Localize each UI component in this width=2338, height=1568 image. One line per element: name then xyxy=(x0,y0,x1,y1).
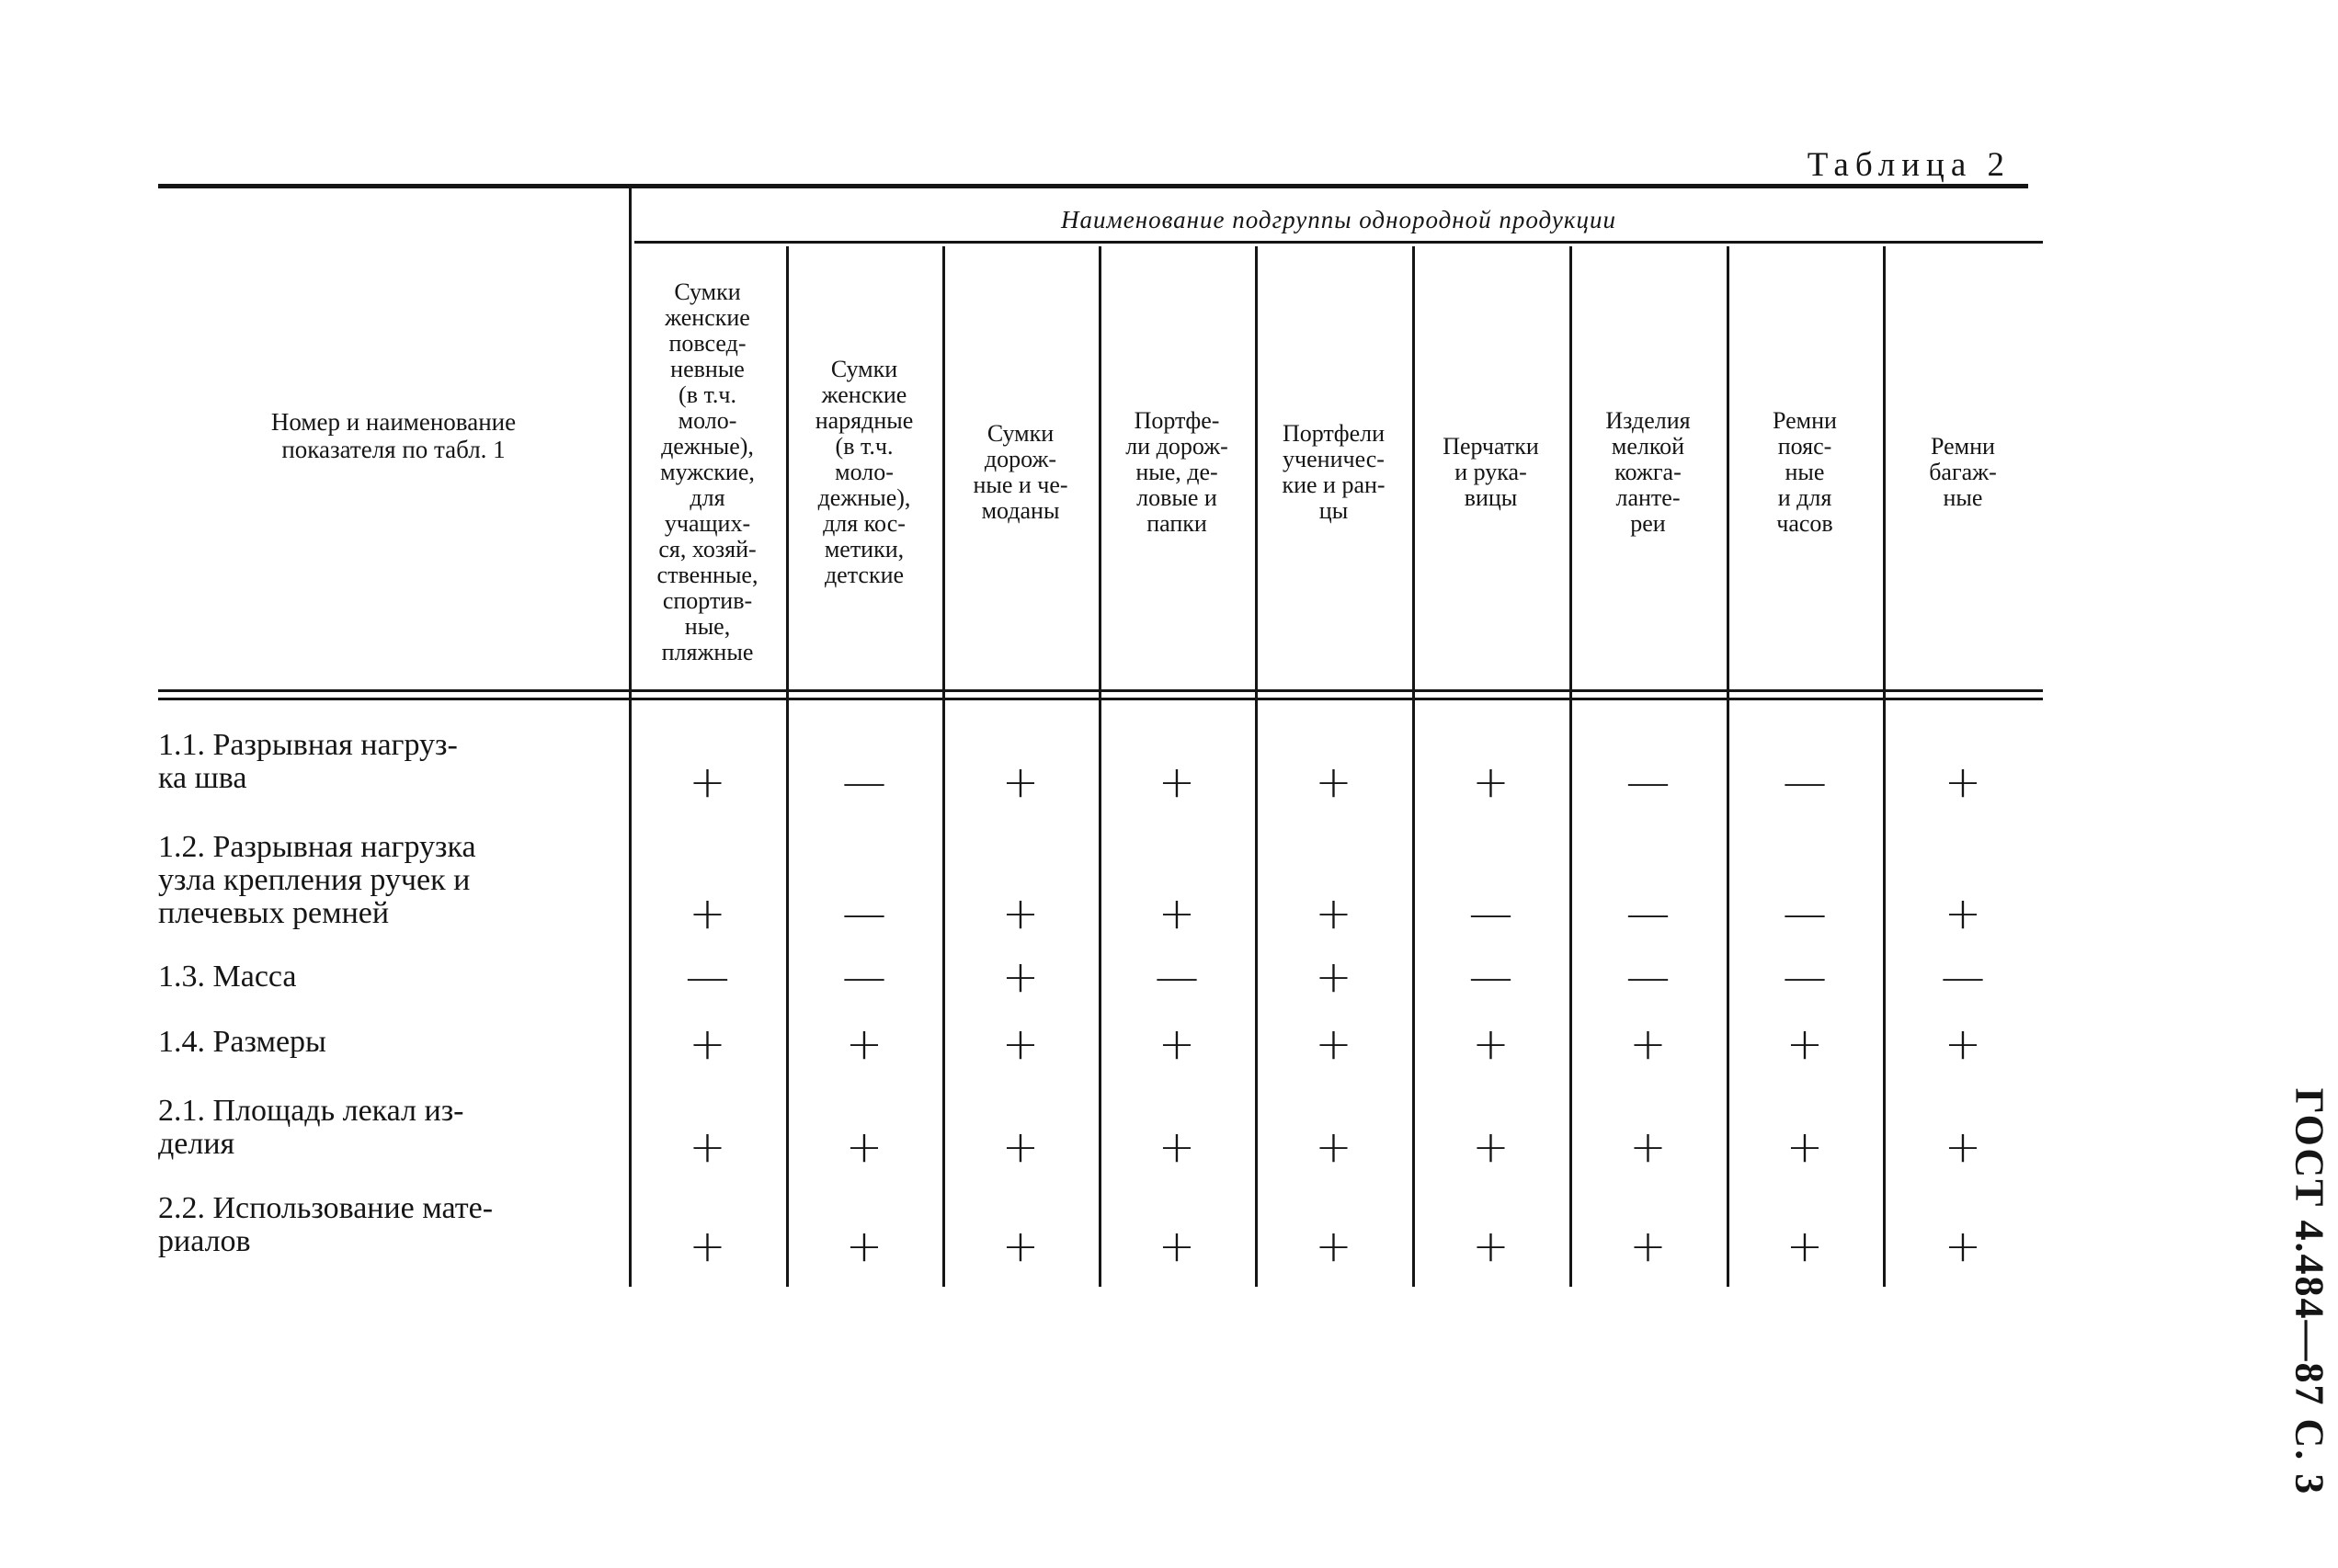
plus-mark: + xyxy=(689,1018,726,1070)
dash-mark: — xyxy=(1155,951,1199,1003)
plus-mark: + xyxy=(1315,951,1352,1003)
plus-mark: + xyxy=(1001,1018,1040,1070)
plus-mark: + xyxy=(1944,1121,1982,1173)
plus-mark: + xyxy=(1315,1018,1352,1070)
plus-mark: + xyxy=(1315,1221,1352,1272)
dash-mark: — xyxy=(1625,951,1671,1003)
plus-mark: + xyxy=(689,1121,726,1173)
top-rule xyxy=(158,184,2028,188)
plus-mark: + xyxy=(1944,756,1982,808)
stub-divider xyxy=(629,188,632,1287)
row-label: 1.4. Размеры xyxy=(158,1025,326,1059)
page-footer: ГОСТ 4.484—87 С. 3 xyxy=(2287,1087,2332,1496)
plus-mark: + xyxy=(1001,951,1040,1003)
column-header-label: Изделия мелкой кожга- ланте- реи xyxy=(1605,407,1691,537)
plus-mark: + xyxy=(1158,1121,1196,1173)
dash-mark: — xyxy=(842,951,886,1003)
column-header-label: Сумки женские нарядные (в т.ч. моло- дежные), для кос- метики, детские xyxy=(815,356,914,588)
stub-header: Номер и наименование показателя по табл. 1 xyxy=(270,408,517,463)
column-header xyxy=(1259,252,1409,693)
plus-mark: + xyxy=(1629,1018,1667,1070)
plus-mark: + xyxy=(1001,1121,1040,1173)
column-header xyxy=(1730,252,1879,693)
column-header-label: Перчатки и рука- вицы xyxy=(1443,433,1539,511)
dash-mark: — xyxy=(685,951,730,1003)
dash-mark: — xyxy=(1625,888,1671,939)
plus-mark: + xyxy=(1944,1221,1982,1272)
plus-mark: + xyxy=(845,1121,884,1173)
column-header-label: Сумки женские повсед- невные (в т.ч. моло- дежные), мужские, для учащих- ся, хозяй- ственные, спортив- ные, пляжные xyxy=(656,278,758,665)
column-header xyxy=(1887,252,2039,693)
column-header-label: Портфе- ли дорож- ные, де- ловые и папки xyxy=(1125,407,1228,537)
dash-mark: — xyxy=(1468,888,1513,939)
plus-mark: + xyxy=(689,888,726,939)
plus-mark: + xyxy=(1001,888,1040,939)
column-divider xyxy=(1099,246,1101,1287)
dash-mark: — xyxy=(842,756,886,808)
plus-mark: + xyxy=(1785,1121,1824,1173)
plus-mark: + xyxy=(1944,1018,1982,1070)
plus-mark: + xyxy=(1944,888,1982,939)
column-divider xyxy=(942,246,945,1287)
column-divider xyxy=(1569,246,1572,1287)
dash-mark: — xyxy=(1783,888,1827,939)
column-divider xyxy=(1883,246,1886,1287)
column-header xyxy=(1416,252,1566,693)
column-divider xyxy=(1412,246,1415,1287)
plus-mark: + xyxy=(845,1018,884,1070)
column-header xyxy=(1102,252,1251,693)
column-header-label: Ремни багаж- ные xyxy=(1929,433,1997,511)
column-divider xyxy=(1255,246,1258,1287)
plus-mark: + xyxy=(1629,1221,1667,1272)
group-title: Наименование подгруппы однородной продукции xyxy=(1061,206,1616,233)
plus-mark: + xyxy=(1472,1221,1510,1272)
plus-mark: + xyxy=(689,756,726,808)
plus-mark: + xyxy=(1629,1121,1667,1173)
column-header-label: Портфели ученичес- кие и ран- цы xyxy=(1282,420,1386,524)
column-header-label: Ремни пояс- ные и для часов xyxy=(1773,407,1837,537)
dash-mark: — xyxy=(1468,951,1513,1003)
dash-mark: — xyxy=(1941,951,1985,1003)
column-header xyxy=(1573,252,1723,693)
plus-mark: + xyxy=(1472,756,1510,808)
column-divider xyxy=(786,246,789,1287)
plus-mark: + xyxy=(1472,1018,1510,1070)
row-label: 1.1. Разрывная нагруз- ка шва xyxy=(158,728,458,795)
row-label: 2.2. Использование мате- риалов xyxy=(158,1191,494,1258)
plus-mark: + xyxy=(1315,756,1352,808)
column-header xyxy=(633,252,782,693)
group-rule xyxy=(634,241,2043,244)
plus-mark: + xyxy=(1315,1121,1352,1173)
row-label: 1.2. Разрывная нагрузка узла крепления ручек и плечевых ремней xyxy=(158,830,476,930)
plus-mark: + xyxy=(1158,1221,1196,1272)
plus-mark: + xyxy=(1158,756,1196,808)
plus-mark: + xyxy=(1472,1121,1510,1173)
dash-mark: — xyxy=(1783,951,1827,1003)
column-header xyxy=(790,252,939,693)
plus-mark: + xyxy=(1315,888,1352,939)
dash-mark: — xyxy=(842,888,886,939)
plus-mark: + xyxy=(1785,1221,1824,1272)
row-label: 2.1. Площадь лекал из- делия xyxy=(158,1094,464,1161)
plus-mark: + xyxy=(1158,1018,1196,1070)
column-divider xyxy=(1727,246,1729,1287)
plus-mark: + xyxy=(689,1221,726,1272)
dash-mark: — xyxy=(1625,756,1671,808)
column-header xyxy=(946,252,1095,693)
table-caption: Таблица 2 xyxy=(1807,146,2011,184)
dash-mark: — xyxy=(1783,756,1827,808)
row-label: 1.3. Масса xyxy=(158,960,297,994)
plus-mark: + xyxy=(1001,756,1040,808)
plus-mark: + xyxy=(1785,1018,1824,1070)
plus-mark: + xyxy=(1158,888,1196,939)
plus-mark: + xyxy=(845,1221,884,1272)
plus-mark: + xyxy=(1001,1221,1040,1272)
column-header-label: Сумки дорож- ные и че- моданы xyxy=(973,420,1068,524)
